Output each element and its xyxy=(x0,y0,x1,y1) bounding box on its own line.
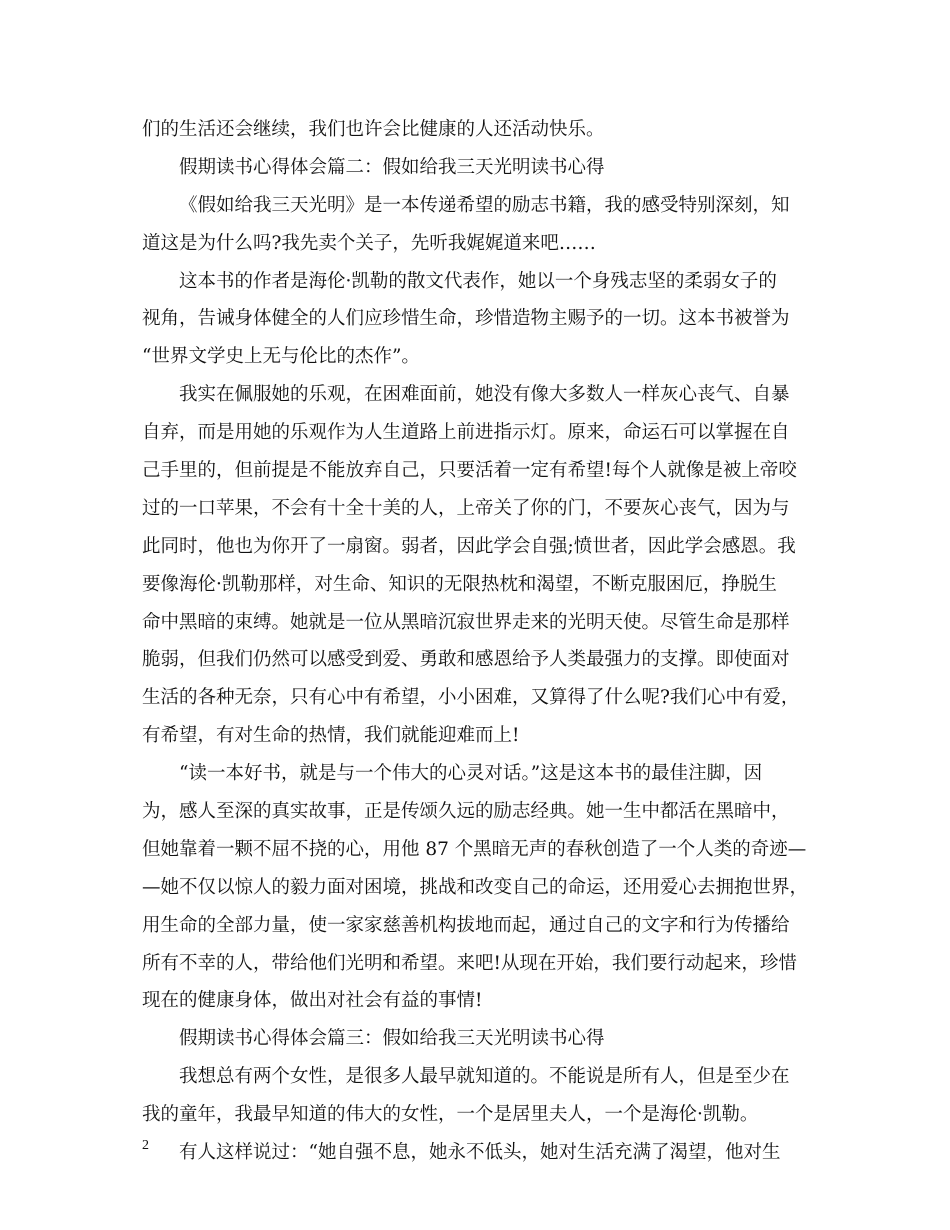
text-line: 所有不幸的人，带给他们光明和希望。来吧!从现在开始，我们要行动起来，珍惜 xyxy=(142,952,797,974)
text-line: “读一本好书，就是与一个伟大的心灵对话。”这是这本书的最佳注脚，因 xyxy=(179,763,763,785)
text-line: 己手里的，但前提是不能放弃自己，只要活着一定有希望!每个人就像是被上帝咬 xyxy=(142,460,797,482)
text-line: 生活的各种无奈，只有心中有希望，小小困难，又算得了什么呢?我们心中有爱， xyxy=(142,687,800,709)
text-line: 现在的健康身体，做出对社会有益的事情! xyxy=(142,990,483,1012)
text-line: 自弃，而是用她的乐观作为人生道路上前进指示灯。原来，命运石可以掌握在自 xyxy=(142,422,790,444)
text-line: 脆弱，但我们仍然可以感受到爱、勇敢和感恩给予人类最强力的支撑。即使面对 xyxy=(142,649,790,671)
text-line: 假期读书心得体会篇三：假如给我三天光明读书心得 xyxy=(179,1028,605,1050)
text-line: 我的童年，我最早知道的伟大的女性，一个是居里夫人，一个是海伦·凯勒。 xyxy=(142,1104,759,1126)
text-line: 道这是为什么吗?我先卖个关子，先听我娓娓道来吧…… xyxy=(142,232,596,254)
text-line: “世界文学史上无与伦比的杰作”。 xyxy=(142,346,420,368)
text-line: 我实在佩服她的乐观，在困难面前，她没有像大多数人一样灰心丧气、自暴 xyxy=(179,384,790,406)
text-line: 视角，告诫身体健全的人们应珍惜生命，珍惜造物主赐予的一切。这本书被誉为 xyxy=(142,308,790,330)
text-line: 用生命的全部力量，使一家家慈善机构拔地而起，通过自己的文字和行为传播给 xyxy=(142,914,790,936)
text-line: 过的一口苹果，不会有十全十美的人，上帝关了你的门，不要灰心丧气，因为与 xyxy=(142,497,790,519)
text-line: 有人这样说过：“她自强不息，她永不低头，她对生活充满了渴望，他对生 xyxy=(179,1142,781,1164)
text-line: 要像海伦·凯勒那样，对生命、知识的无限热枕和渴望，不断克服困厄，挣脱生 xyxy=(142,573,777,595)
document-body xyxy=(142,111,822,1172)
text-line: 但她靠着一颗不屈不挠的心，用他 87 个黑暗无声的春秋创造了一个人类的奇迹— xyxy=(142,838,807,860)
text-line: 这本书的作者是海伦·凯勒的散文代表作，她以一个身残志坚的柔弱女子的 xyxy=(179,270,777,292)
text-line: 我想总有两个女性，是很多人最早就知道的。不能说是所有人，但是至少在 xyxy=(179,1066,790,1088)
text-line: 此同时，他也为你开了一扇窗。弱者，因此学会自强;愤世者，因此学会感恩。我 xyxy=(142,535,796,557)
text-line: 有希望，有对生命的热情，我们就能迎难而上! xyxy=(142,725,520,747)
text-line: 为，感人至深的真实故事，正是传颂久远的励志经典。她一生中都活在黑暗中， xyxy=(142,801,790,823)
text-line: 假期读书心得体会篇二：假如给我三天光明读书心得 xyxy=(179,156,605,178)
text-line: 《假如给我三天光明》是一本传递希望的励志书籍，我的感受特别深刻，知 xyxy=(179,194,790,216)
text-line: 命中黑暗的束缚。她就是一位从黑暗沉寂世界走来的光明天使。尽管生命是那样 xyxy=(142,611,790,633)
page-number: 2 xyxy=(142,1138,149,1153)
text-line: —她不仅以惊人的毅力面对困境，挑战和改变自己的命运，还用爱心去拥抱世界， xyxy=(142,876,809,898)
text-line: 们的生活还会继续，我们也许会比健康的人还活动快乐。 xyxy=(142,119,605,140)
